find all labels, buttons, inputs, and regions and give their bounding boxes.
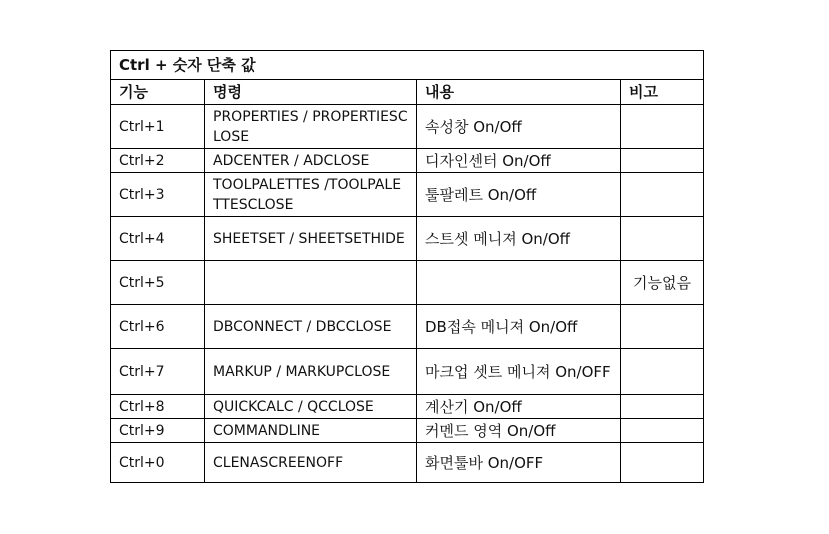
- command-name: COMMANDLINE: [205, 419, 417, 443]
- command-description: [417, 261, 621, 305]
- command-description: 스트셋 메니져 On/Off: [417, 217, 621, 261]
- shortcut-key: Ctrl+6: [111, 305, 205, 349]
- table-row: [111, 349, 704, 395]
- table-header-row: [111, 80, 704, 105]
- command-name: QUICKCALC / QCCLOSE: [205, 395, 417, 419]
- command-description: 디자인센터 On/Off: [417, 149, 621, 173]
- shortcut-key: Ctrl+9: [111, 419, 205, 443]
- shortcut-key: Ctrl+4: [111, 217, 205, 261]
- shortcut-table: [110, 50, 704, 483]
- command-description: DB접속 메니져 On/Off: [417, 305, 621, 349]
- note: [621, 149, 704, 173]
- note: [621, 173, 704, 217]
- command-name: [205, 261, 417, 305]
- note: [621, 395, 704, 419]
- command-description: 화면툴바 On/OFF: [417, 443, 621, 483]
- table-row: [111, 217, 704, 261]
- note: 기능없음: [621, 261, 704, 305]
- shortcut-key: Ctrl+8: [111, 395, 205, 419]
- command-description: 속성창 On/Off: [417, 105, 621, 149]
- header-description: 내용: [417, 80, 621, 105]
- table-row: [111, 105, 704, 149]
- table-row: [111, 419, 704, 443]
- table-row: [111, 149, 704, 173]
- table-row: [111, 173, 704, 217]
- shortcut-key: Ctrl+3: [111, 173, 205, 217]
- command-name: DBCONNECT / DBCCLOSE: [205, 305, 417, 349]
- table-row: [111, 305, 704, 349]
- command-name: PROPERTIES / PROPERTIESCLOSE: [205, 105, 417, 149]
- table-row: [111, 395, 704, 419]
- command-description: 툴팔레트 On/Off: [417, 173, 621, 217]
- shortcut-key: Ctrl+2: [111, 149, 205, 173]
- command-name: MARKUP / MARKUPCLOSE: [205, 349, 417, 395]
- table-title-row: [111, 51, 704, 80]
- shortcut-key: Ctrl+1: [111, 105, 205, 149]
- shortcut-key: Ctrl+7: [111, 349, 205, 395]
- note: [621, 419, 704, 443]
- command-description: 커멘드 영역 On/Off: [417, 419, 621, 443]
- header-command: 명령: [205, 80, 417, 105]
- command-description: 계산기 On/Off: [417, 395, 621, 419]
- note: [621, 443, 704, 483]
- command-description: 마크업 셋트 메니져 On/OFF: [417, 349, 621, 395]
- header-function: 기능: [111, 80, 205, 105]
- header-note: 비고: [621, 80, 704, 105]
- note: [621, 349, 704, 395]
- command-name: TOOLPALETTES /TOOLPALETTESCLOSE: [205, 173, 417, 217]
- note: [621, 305, 704, 349]
- table-row: [111, 261, 704, 305]
- shortcut-key: Ctrl+0: [111, 443, 205, 483]
- note: [621, 217, 704, 261]
- command-name: SHEETSET / SHEETSETHIDE: [205, 217, 417, 261]
- shortcut-key: Ctrl+5: [111, 261, 205, 305]
- note: [621, 105, 704, 149]
- command-name: ADCENTER / ADCLOSE: [205, 149, 417, 173]
- command-name: CLENASCREENOFF: [205, 443, 417, 483]
- table-row: [111, 443, 704, 483]
- table-title: Ctrl + 숫자 단축 값: [111, 51, 704, 80]
